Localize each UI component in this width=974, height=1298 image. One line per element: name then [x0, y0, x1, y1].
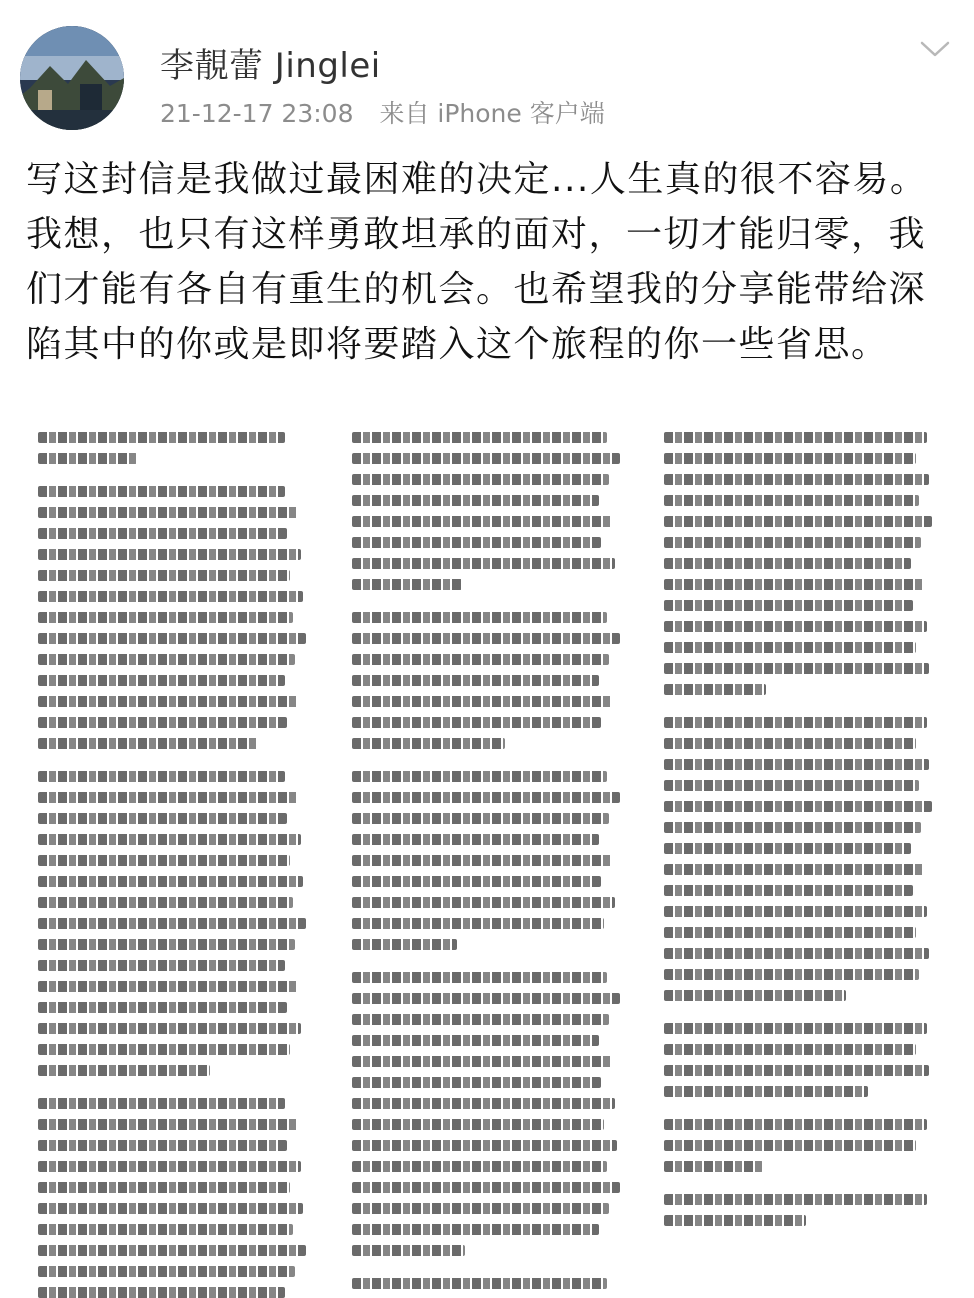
letter-text-line — [352, 453, 620, 464]
letter-text-line — [38, 771, 285, 782]
username[interactable]: 李靚蕾 Jinglei — [160, 46, 381, 86]
letter-text-line — [664, 1161, 763, 1172]
letter-text-line — [664, 822, 921, 833]
letter-text-line — [38, 675, 285, 686]
letter-text-line — [352, 1182, 620, 1193]
letter-text-line — [38, 1140, 287, 1151]
letter-text-line — [38, 1161, 301, 1172]
letter-text-line — [664, 738, 916, 749]
letter-paragraph — [352, 972, 620, 1256]
letter-text-line — [352, 1077, 601, 1088]
letter-column-1 — [38, 432, 306, 1298]
letter-text-line — [664, 579, 924, 590]
letter-text-line — [352, 1014, 609, 1025]
letter-text-line — [664, 927, 916, 938]
letter-text-line — [38, 897, 293, 908]
letter-text-line — [352, 537, 601, 548]
letter-text-line — [38, 1119, 298, 1130]
letter-paragraph — [352, 432, 620, 590]
letter-text-line — [38, 960, 285, 971]
letter-text-line — [352, 432, 607, 443]
letter-text-line — [38, 1266, 295, 1277]
letter-paragraph — [664, 717, 932, 1001]
letter-text-line — [664, 864, 924, 875]
letter-text-line — [38, 654, 295, 665]
letter-text-line — [38, 1182, 290, 1193]
chevron-down-icon[interactable] — [918, 38, 952, 60]
letter-text-line — [38, 432, 285, 443]
letter-text-line — [664, 1119, 927, 1130]
letter-text-line — [664, 516, 932, 527]
letter-text-line — [664, 906, 927, 917]
letter-text-line — [38, 1023, 301, 1034]
letter-text-line — [352, 813, 609, 824]
letter-text-line — [352, 1245, 465, 1256]
letter-paragraph — [38, 1098, 306, 1298]
letter-text-line — [352, 855, 612, 866]
letter-text-line — [664, 780, 919, 791]
letter-text-line — [352, 612, 607, 623]
letter-text-line — [664, 642, 916, 653]
letter-column-2 — [352, 432, 620, 1298]
letter-paragraph — [664, 1194, 932, 1226]
letter-text-line — [664, 1215, 806, 1226]
letter-text-line — [352, 771, 607, 782]
post-meta — [160, 94, 605, 130]
letter-text-line — [38, 1203, 303, 1214]
letter-text-line — [352, 1035, 599, 1046]
letter-text-line — [352, 939, 457, 950]
letter-text-line — [664, 801, 932, 812]
letter-column-3 — [664, 432, 932, 1248]
letter-text-line — [38, 528, 287, 539]
letter-text-line — [352, 1224, 599, 1235]
letter-text-line — [664, 1086, 868, 1097]
letter-paragraph — [38, 486, 306, 749]
letter-text-line — [352, 972, 607, 983]
letter-text-line — [664, 663, 929, 674]
letter-text-line — [38, 486, 285, 497]
letter-text-line — [38, 507, 298, 518]
letter-text-line — [352, 738, 505, 749]
letter-text-line — [352, 579, 462, 590]
letter-paragraph — [664, 432, 932, 695]
letter-text-line — [664, 1140, 916, 1151]
letter-text-line — [664, 684, 766, 695]
letter-text-line — [352, 516, 612, 527]
letter-text-line — [664, 759, 929, 770]
letter-text-line — [38, 792, 298, 803]
letter-text-line — [38, 717, 287, 728]
letter-text-line — [352, 495, 599, 506]
post-source: 来自 iPhone 客户端 — [379, 99, 605, 128]
letter-text-line — [352, 834, 599, 845]
letter-text-line — [38, 918, 306, 929]
letter-text-line — [664, 537, 921, 548]
letter-text-line — [664, 1023, 927, 1034]
letter-text-line — [352, 654, 609, 665]
letter-text-line — [38, 1002, 287, 1013]
letter-text-line — [352, 1098, 615, 1109]
letter-paragraph — [352, 771, 620, 950]
letter-paragraph — [664, 1119, 932, 1172]
letter-text-line — [352, 876, 601, 887]
letter-text-line — [664, 453, 916, 464]
letter-text-line — [352, 993, 620, 1004]
letter-text-line — [38, 855, 290, 866]
post-body-text: 写这封信是我做过最困难的决定...人生真的很不容易。我想，也只有这样勇敢坦承的面对，一切才能归零，我们才能有各自有重生的机会。也希望我的分享能带给深陷其中的你或是即将要踏入这个旅程的你一些省思。 — [26, 159, 928, 365]
letter-paragraph — [352, 612, 620, 749]
letter-text-line — [38, 1065, 210, 1076]
letter-text-line — [352, 1203, 609, 1214]
letter-text-line — [664, 495, 919, 506]
letter-text-line — [664, 474, 929, 485]
letter-image[interactable] — [0, 432, 974, 1298]
letter-text-line — [664, 621, 927, 632]
letter-text-line — [38, 738, 258, 749]
avatar[interactable] — [20, 26, 124, 130]
letter-text-line — [38, 633, 306, 644]
letter-text-line — [664, 1194, 927, 1205]
letter-text-line — [38, 549, 301, 560]
letter-text-line — [38, 1224, 293, 1235]
letter-text-line — [352, 918, 604, 929]
letter-text-line — [352, 1161, 607, 1172]
letter-paragraph — [664, 1023, 932, 1097]
letter-text-line — [664, 969, 919, 980]
letter-text-line — [38, 453, 137, 464]
letter-text-line — [664, 948, 929, 959]
letter-text-line — [352, 1119, 604, 1130]
letter-text-line — [664, 432, 927, 443]
letter-text-line — [38, 981, 298, 992]
letter-text-line — [352, 675, 599, 686]
letter-text-line — [38, 696, 298, 707]
letter-text-line — [352, 558, 615, 569]
letter-text-line — [38, 1044, 290, 1055]
letter-text-line — [38, 570, 290, 581]
letter-text-line — [38, 612, 293, 623]
letter-text-line — [352, 474, 609, 485]
letter-text-line — [352, 717, 601, 728]
letter-text-line — [352, 897, 615, 908]
letter-text-line — [38, 834, 301, 845]
letter-text-line — [664, 990, 846, 1001]
letter-text-line — [38, 876, 303, 887]
letter-text-line — [38, 813, 287, 824]
letter-text-line — [664, 843, 911, 854]
letter-text-line — [352, 792, 620, 803]
letter-text-line — [352, 1278, 607, 1289]
letter-text-line — [352, 1056, 612, 1067]
letter-text-line — [38, 1287, 285, 1298]
post-timestamp: 21-12-17 23:08 — [160, 99, 354, 128]
letter-text-line — [664, 1065, 929, 1076]
letter-paragraph — [38, 432, 306, 464]
letter-text-line — [352, 633, 620, 644]
letter-paragraph — [352, 1278, 620, 1298]
letter-text-line — [664, 558, 911, 569]
letter-text-line — [352, 1140, 617, 1151]
letter-paragraph — [38, 771, 306, 1076]
letter-text-line — [38, 939, 295, 950]
letter-text-line — [664, 717, 927, 728]
letter-text-line — [352, 696, 612, 707]
letter-text-line — [38, 1245, 306, 1256]
letter-text-line — [664, 600, 913, 611]
letter-text-line — [664, 885, 913, 896]
letter-text-line — [38, 591, 303, 602]
letter-text-line — [664, 1044, 916, 1055]
letter-text-line — [38, 1098, 285, 1109]
avatar-image — [20, 26, 124, 130]
